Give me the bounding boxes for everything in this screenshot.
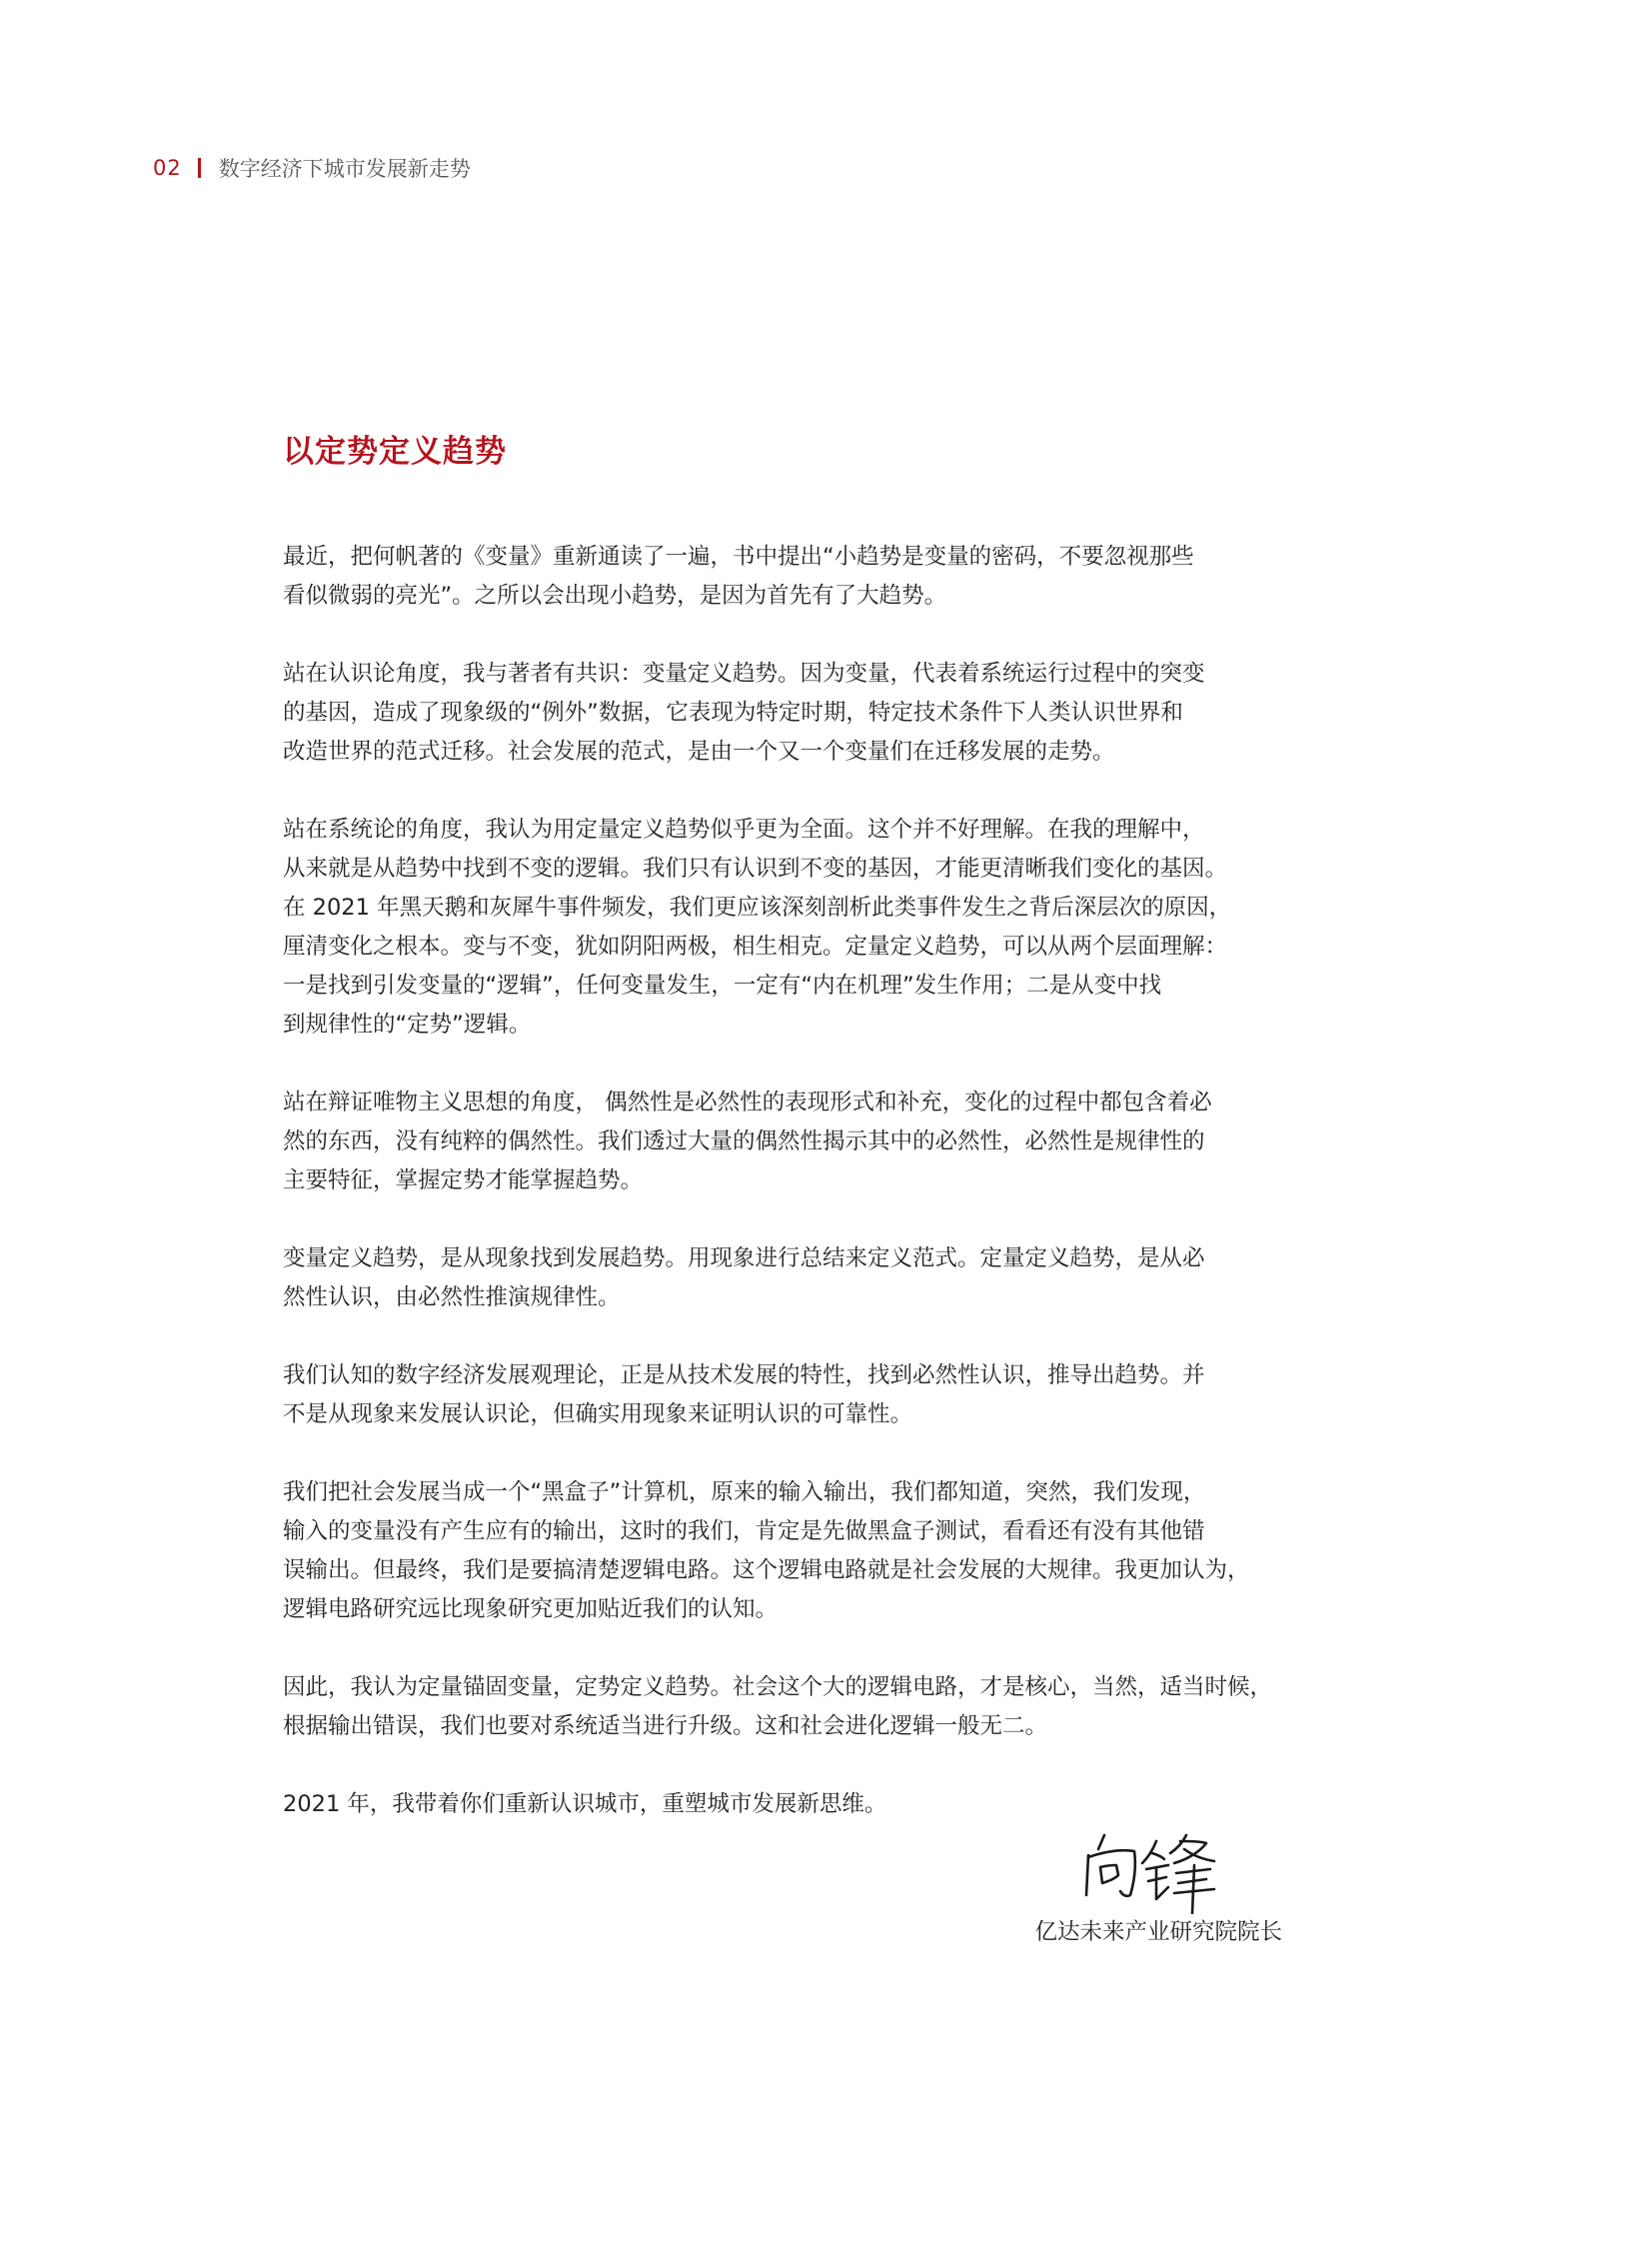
- running-header: [153, 151, 471, 185]
- paragraph: 2021 年，我带着你们重新认识城市，重塑城市发展新思维。: [283, 1791, 887, 1817]
- paragraph: 我们认知的数字经济发展观理论，正是从技术发展的特性，找到必然性认识，推导出趋势。并 不是从现象来发展认识论，但确实用现象来证明认识的可靠性。: [283, 1362, 1205, 1427]
- signature-block: [999, 1829, 1282, 1949]
- paragraph: 站在系统论的角度，我认为用定量定义趋势似乎更为全面。这个并不好理解。在我的理解中， 从来就是从趋势中找到不变的逻辑。我们只有认识到不变的基因，才能更清晰我们变化的基因。 在 2021 年黑天鹅和灰犀牛事件频发，我们更应该深刻剖析此类事件发生之背后深层次的原因， 厘清变化之根本。变与不变，犹如阴阳两极，相生相克。定量定义趋势，可以从两个层面理解： 一是找到引发变量的“逻辑”，任何变量发生，一定有“内在机理”发生作用；二是从变中找 到规律性的“定势”逻辑。: [283, 817, 1232, 1038]
- paragraph: 站在辩证唯物主义思想的角度， 偶然性是必然性的表现形式和补充，变化的过程中都包含着必 然的东西，没有纯粹的偶然性。我们透过大量的偶然性揭示其中的必然性，必然性是规律性的 主要特征，掌握定势才能掌握趋势。: [283, 1090, 1212, 1193]
- handwritten-signature: [1076, 1829, 1226, 1914]
- header-divider: [198, 158, 201, 178]
- paragraph: 变量定义趋势，是从现象找到发展趋势。用现象进行总结来定义范式。定量定义趋势，是从必 然性认识，由必然性推演规律性。: [283, 1245, 1205, 1310]
- paragraph: 站在认识论角度，我与著者有共识：变量定义趋势。因为变量，代表着系统运行过程中的突变 的基因，造成了现象级的“例外”数据，它表现为特定时期，特定技术条件下人类认识世界和 改造世界的范式迁移。社会发展的范式，是由一个又一个变量们在迁移发展的走势。: [283, 661, 1205, 765]
- paragraph: 因此，我认为定量锚固变量，定势定义趋势。社会这个大的逻辑电路，才是核心，当然，适当时候， 根据输出错误，我们也要对系统适当进行升级。这和社会进化逻辑一般无二。: [283, 1674, 1273, 1739]
- article-title: 以定势定义趋势: [283, 434, 507, 470]
- paragraph: 我们把社会发展当成一个“黑盒子”计算机，原来的输入输出，我们都知道，突然，我们发现， 输入的变量没有产生应有的输出，这时的我们，肯定是先做黑盒子测试，看看还有没有其他错 误输出。但最终，我们是要搞清楚逻辑电路。这个逻辑电路就是社会发展的大规律。我更加认为， 逻辑电路研究远比现象研究更加贴近我们的认知。: [283, 1479, 1250, 1622]
- signer-title: 亿达未来产业研究院院长: [1034, 1919, 1282, 1945]
- section-title: 数字经济下城市发展新走势: [218, 157, 471, 181]
- article: [283, 424, 1282, 1863]
- page-number: 02: [153, 156, 182, 180]
- paragraph: 最近，把何帆著的《变量》重新通读了一遍，书中提出“小趋势是变量的密码，不要忽视那些 看似微弱的亮光”。之所以会出现小趋势，是因为首先有了大趋势。: [283, 544, 1194, 609]
